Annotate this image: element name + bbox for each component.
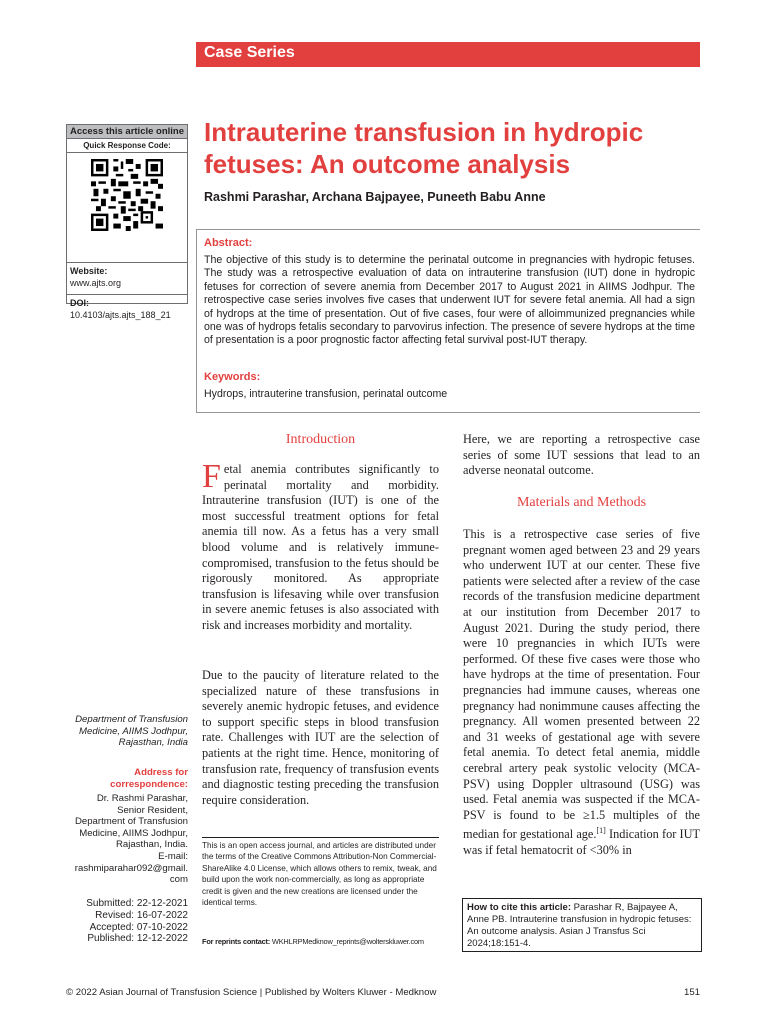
abstract-left-rule (196, 229, 197, 413)
introduction-paragraph-2: Due to the paucity of literature related to the specialized nature of these transfusions in severely anemic hydropic fetuses, and evidence to support specific steps in blood transfusion rate. Challenges with IUT are the selection of patients at the right time. Hence, monitoring of transfusion rate, frequency of transfusion events and diagnostic testing preceding the transfusion require consideration. (202, 668, 439, 807)
keywords-text: Hydrops, intrauterine transfusion, perinatal outcome (204, 388, 448, 400)
qr-code-area (67, 153, 187, 263)
doi-info (67, 295, 187, 323)
department-affiliation: Department of Transfusion Medicine, AIIMS Jodhpur, Rajasthan, India (75, 714, 188, 749)
section-banner (196, 42, 700, 67)
doi-label: DOI: (70, 298, 89, 308)
website-link[interactable]: www.ajts.org (70, 278, 122, 288)
website-info (67, 263, 187, 295)
date-published: Published: 12-12-2022 (87, 933, 188, 945)
introduction-text-1: etal anemia contributes significantly to perinatal mortality and morbidity. Intrauterine transfusion (IUT) is one of the most successful treatment options for fetal anemia till now. As a fetus has a very small blood volume and is relatively immune-compromised, transfusion to the fetus should be rigorously monitored. As appropriate transfusion is lifesaving while over transfusion in severe anemic fetuses is also associated with risk and increases morbidity and mortality. (202, 462, 439, 632)
address-heading: Address for correspondence: (110, 767, 188, 790)
reference-1-link[interactable]: [1] (596, 826, 606, 836)
col2-intro-paragraph: Here, we are reporting a retrospective case series of some IUT sessions that lead to an adverse neonatal outcome. (463, 432, 700, 478)
doi-link[interactable]: 10.4103/ajts.ajts_188_21 (70, 310, 171, 320)
access-article-box (66, 124, 188, 320)
methods-paragraph (463, 527, 700, 859)
publication-dates (66, 898, 188, 945)
introduction-paragraph-1 (202, 458, 439, 634)
address-line: Dr. Rashmi Parashar, (96, 793, 188, 804)
introduction-heading: Introduction (285, 432, 356, 447)
address-line: Senior Resident, (117, 804, 188, 816)
address-line: Rajasthan, India. (116, 839, 188, 851)
methods-text: This is a retrospective case series of five pregnant women aged between 23 and 29 years who underwent IUT at our center. These five patients were selected after a review of the case records of the transfusion medicine department at our institution from December 2017 to August 2021. During the study period, there were 10 pregnancies in which IUTs were performed. Of these five cases were those who have hydrops at the time of presentation. Four pregnancies had immune causes, whereas one pregnancy had nonimmune causes affecting the pregnancy. All women presented between 22 and 31 weeks of gestational age with severe fetal anemia. To detect fetal anemia, middle cerebral artery peak systolic velocity (MCA-PSV) using Doppler ultrasound (USG) was used. Fetal anemia was suspected if the MCA-PSV is found to be ≥1.5 multiples of the median for gestational age. (463, 527, 700, 842)
section-label: Case Series (204, 44, 295, 61)
date-submitted: Submitted: 22-12-2021 (86, 898, 188, 909)
keywords-heading: Keywords: (204, 371, 261, 383)
address-line: E-mail: (158, 850, 188, 862)
abstract-text: The objective of this study is to determine the perinatal outcome in pregnancies with hydropic fetuses. The study was a retrospective evaluation of data on intrauterine transfusion (IUT) done in hydropic fetuses for correction of severe anemia from December 2017 to August 2021 in AIIMS Jodhpur. The retrospective case series involves five cases that underwent IUT for severe fetal anemia. All had a sign of hydrops at the time of presentation. Out of five cases, four were of alloimmunized pregnancies while one was of hydrops fetalis secondary to parvovirus infection. The presence of severe hydrops at the time of presentation is a poor prognostic factor affecting fetal survival post-IUT therapy. (204, 254, 695, 347)
abstract-bottom-rule (196, 412, 700, 413)
date-accepted: Accepted: 07-10-2022 (89, 921, 188, 933)
reprints-email[interactable]: WKHLRPMedknow_reprints@wolterskluwer.com (270, 937, 424, 946)
abstract-heading: Abstract: (204, 237, 253, 249)
journal-footer: © 2022 Asian Journal of Transfusion Science | Published by Wolters Kluwer - Medknow (66, 987, 437, 998)
email-link[interactable]: rashmiparahar092@gmail. (74, 862, 188, 874)
website-label: Website: (70, 266, 108, 276)
qr-code-icon[interactable] (91, 159, 163, 231)
drop-cap: F (202, 458, 221, 495)
access-title: Access this article online (67, 125, 187, 139)
methods-text-end: Indication for IUT was if fetal hematocrit of <30% in (463, 827, 700, 857)
address-line: Medicine, AIIMS Jodhpur, (79, 827, 188, 839)
reprints-label: For reprints contact: (202, 937, 271, 946)
page-number: 151 (684, 987, 701, 998)
address-block (66, 793, 188, 886)
reprints-contact (202, 937, 442, 946)
license-rule (202, 837, 439, 838)
citation-label: How to cite this article: (467, 902, 571, 913)
qr-label: Quick Response Code: (67, 139, 187, 153)
email-link-end[interactable]: com (169, 874, 188, 886)
address-line: Department of Transfusion (74, 816, 188, 828)
article-title: Intrauterine transfusion in hydropic fetuses: An outcome analysis (204, 117, 644, 179)
citation-box (462, 898, 702, 952)
abstract-top-rule (196, 229, 700, 230)
methods-heading: Materials and Methods (516, 495, 647, 510)
date-revised: Revised: 16-07-2022 (95, 909, 188, 921)
citation-text: Parashar R, Bajpayee A, Anne PB. Intrauterine transfusion in hydropic fetuses: An outcome analysis. Asian J Transfus Sci 2024;18:151-4. (467, 902, 692, 949)
authors: Rashmi Parashar, Archana Bajpayee, Puneeth Babu Anne (204, 190, 546, 204)
license-notice: This is an open access journal, and articles are distributed under the terms of the Creative Commons Attribution-Non Commercial-ShareAlike 4.0 License, which allows others to remix, tweak, and build upon the work non-commercially, as long as appropriate credit is given and the new creations are licensed under the identical terms. (202, 841, 437, 908)
